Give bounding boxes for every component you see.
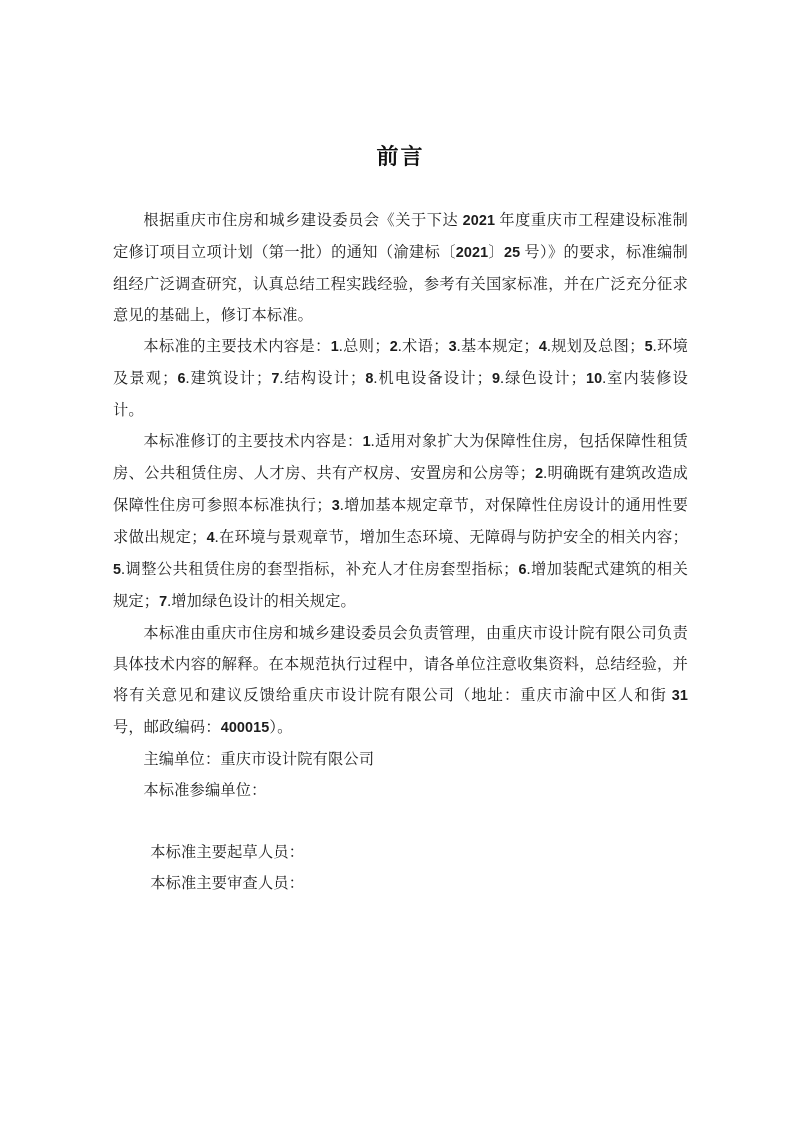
latin-run: 2021 — [455, 245, 489, 261]
document-body — [113, 205, 688, 899]
latin-run: 9 — [492, 371, 501, 387]
latin-run: 10 — [585, 371, 603, 387]
latin-run: 3 — [331, 498, 340, 514]
latin-run: 25 — [503, 245, 521, 261]
basis-paragraph: 根据重庆市住房和城乡建设委员会《关于下达 2021 年度重庆市工程建设标准制定修订项目立项计划（第一批）的通知（渝建标〔2021〕25 号）》的要求，标准编制组经广泛调查研究，认真总结工程实践经验，参考有关国家标准，并在广泛充分征求意见的基础上，修订本标准。 — [113, 212, 688, 324]
latin-run: 6 — [177, 371, 186, 387]
latin-run: 400015 — [220, 720, 270, 736]
main-drafters: 本标准主要起草人员： — [150, 844, 305, 861]
latin-run: 2021 — [462, 213, 496, 229]
blank-line-spacer — [113, 806, 688, 837]
latin-run: 31 — [671, 688, 688, 704]
latin-run: 2 — [535, 466, 544, 482]
participating-units: 本标准参编单位： — [143, 782, 267, 799]
latin-run: 2 — [389, 339, 398, 355]
latin-run: 4 — [538, 339, 547, 355]
content-column — [113, 0, 688, 899]
latin-run: 1 — [362, 434, 371, 450]
latin-run: 7 — [159, 594, 168, 610]
main-technical-content-paragraph: 本标准的主要技术内容是：1.总则；2.术语；3.基本规定；4.规划及总图；5.环境及景观；6.建筑设计；7.结构设计；8.机电设备设计；9.绿色设计；10.室内装修设计。 — [113, 338, 689, 419]
page-title: 前言 — [376, 144, 425, 169]
latin-run: 3 — [448, 339, 457, 355]
latin-run: 5 — [113, 562, 122, 578]
latin-run: 7 — [271, 371, 280, 387]
latin-run: 8 — [365, 371, 374, 387]
latin-run: 5 — [644, 339, 653, 355]
latin-run: 6 — [518, 562, 527, 578]
latin-run: 4 — [206, 530, 215, 546]
chief-editor-unit: 主编单位：重庆市设计院有限公司 — [143, 751, 375, 768]
latin-run: 1 — [330, 339, 339, 355]
revision-content-paragraph: 本标准修订的主要技术内容是：1.适用对象扩大为保障性住房，包括保障性租赁房、公共租赁住房、人才房、共有产权房、安置房和公房等；2.明确既有建筑改造成保障性住房可参照本标准执行；3.增加基本规定章节，对保障性住房设计的通用性要求做出规定；4.在环境与景观章节，增加生态环境、无障碍与防护安全的相关内容；5.调整公共租赁住房的套型指标，补充人才住房套型指标；6.增加装配式建筑的相关规定；7.增加绿色设计的相关规定。 — [113, 433, 689, 610]
main-reviewers: 本标准主要审查人员： — [150, 875, 305, 892]
administration-paragraph: 本标准由重庆市住房和城乡建设委员会负责管理，由重庆市设计院有限公司负责具体技术内容的解释。在本规范执行过程中，请各单位注意收集资料，总结经验，并将有关意见和建议反馈给重庆市设计院有限公司（地址：重庆市渝中区人和街 31 号，邮政编码：400015）。 — [113, 625, 688, 736]
